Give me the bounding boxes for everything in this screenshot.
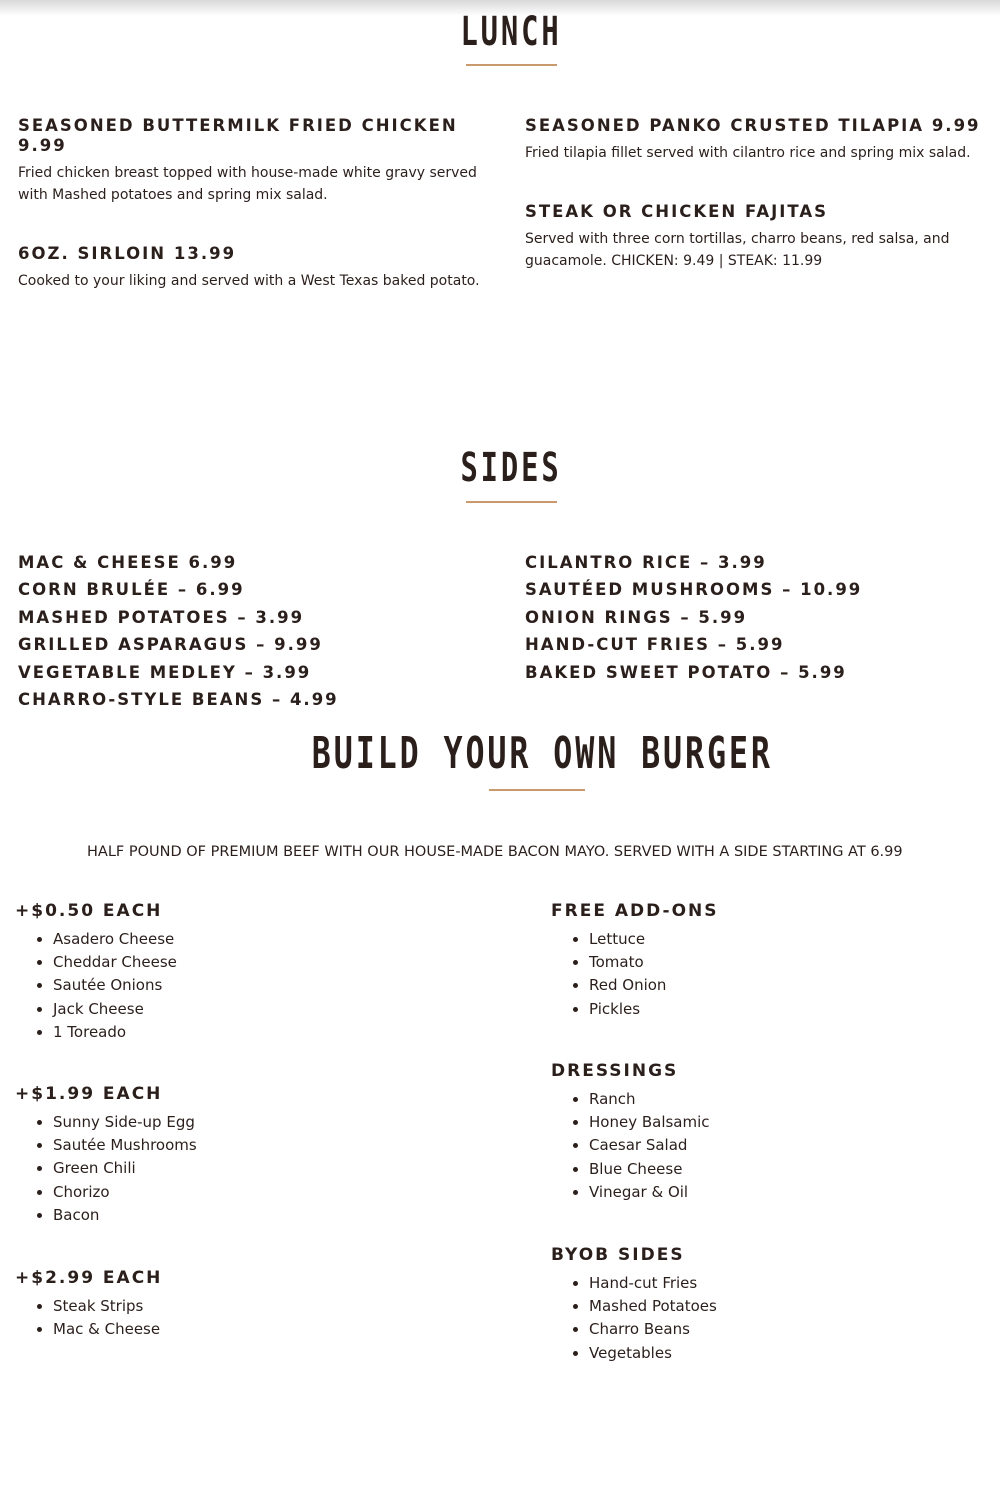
side-item: MASHED POTATOES – 3.99 [18,607,305,627]
group-list [551,1272,717,1365]
item-description: Served with three corn tortillas, charro beans, red salsa, and guacamole. CHICKEN: 9.49 | STEAK: 11.99 [525,231,950,269]
list-item: Lettuce [573,928,719,951]
addon-group-050 [15,900,177,1044]
burger-title-rule [489,789,585,791]
side-item: CILANTRO RICE – 3.99 [525,553,767,572]
byob-sides-group [551,1244,717,1365]
group-heading: FREE ADD-ONS [551,901,719,921]
list-item: Asadero Cheese [37,928,177,951]
lunch-item-fried-chicken [18,116,488,206]
list-item: Pickles [573,998,719,1021]
sides-list-left [18,549,339,713]
side-item: SAUTÉED MUSHROOMS – 10.99 [525,580,863,600]
list-item: Chorizo [37,1181,197,1204]
list-item: Mashed Potatoes [573,1295,717,1318]
side-item: HAND-CUT FRIES – 5.99 [525,635,785,655]
item-description: Cooked to your liking and served with a West Texas baked potato. [18,273,480,289]
list-item: Vegetables [573,1342,717,1365]
item-description: Fried tilapia fillet served with cilantro rice and spring mix salad. [525,145,971,161]
list-item: Caesar Salad [573,1134,710,1157]
list-item: Sautée Mushrooms [37,1134,197,1157]
group-heading: +$0.50 EACH [15,901,163,921]
group-list [15,1111,197,1227]
group-heading: BYOB SIDES [551,1245,685,1265]
lunch-item-tilapia [525,116,995,164]
list-item: Green Chili [37,1157,197,1180]
list-item: Hand-cut Fries [573,1272,717,1295]
side-item: CORN BRULÉE – 6.99 [18,580,245,600]
sides-list-right [525,549,862,686]
item-name: SEASONED BUTTERMILK FRIED CHICKEN 9.99 [18,116,458,155]
item-description: Fried chicken breast topped with house-made white gravy served with Mashed potatoes and spring mix salad. [18,165,477,203]
list-item: Vinegar & Oil [573,1181,710,1204]
sides-title-rule [466,501,557,503]
group-heading: +$2.99 EACH [15,1268,163,1288]
group-list [551,928,719,1021]
lunch-title: LUNCH [460,9,562,55]
sides-title: SIDES [460,445,562,491]
list-item: Mac & Cheese [37,1318,162,1341]
lunch-item-sirloin [18,244,508,292]
list-item: Blue Cheese [573,1158,710,1181]
group-list [15,1295,162,1341]
group-heading: +$1.99 EACH [15,1084,163,1104]
group-list [551,1088,710,1204]
list-item: Sautée Onions [37,974,177,997]
list-item: 1 Toreado [37,1021,177,1044]
list-item: Tomato [573,951,719,974]
list-item: Honey Balsamic [573,1111,710,1134]
list-item: Bacon [37,1204,197,1227]
addon-group-199 [15,1083,197,1227]
group-heading: DRESSINGS [551,1061,679,1081]
list-item: Steak Strips [37,1295,162,1318]
item-name: STEAK OR CHICKEN FAJITAS [525,202,829,221]
side-item: VEGETABLE MEDLEY – 3.99 [18,662,312,682]
free-addons-group [551,900,719,1021]
list-item: Charro Beans [573,1318,717,1341]
list-item: Cheddar Cheese [37,951,177,974]
dressings-group [551,1060,710,1204]
addon-group-299 [15,1267,162,1341]
item-name: SEASONED PANKO CRUSTED TILAPIA 9.99 [525,116,981,135]
list-item: Ranch [573,1088,710,1111]
side-item: ONION RINGS – 5.99 [525,607,748,627]
lunch-item-fajitas [525,202,975,272]
side-item: CHARRO-STYLE BEANS – 4.99 [18,690,339,710]
side-item: GRILLED ASPARAGUS – 9.99 [18,635,323,655]
item-name: 6OZ. SIRLOIN 13.99 [18,244,237,263]
side-item: BAKED SWEET POTATO – 5.99 [525,662,847,682]
list-item: Jack Cheese [37,998,177,1021]
group-list [15,928,177,1044]
lunch-title-rule [466,64,557,66]
list-item: Sunny Side-up Egg [37,1111,197,1134]
side-item: MAC & CHEESE 6.99 [18,553,238,572]
burger-title: BUILD YOUR OWN BURGER [311,728,773,779]
burger-intro: HALF POUND OF PREMIUM BEEF WITH OUR HOUSE-MADE BACON MAYO. SERVED WITH A SIDE STARTING AT 6.99 [87,844,903,860]
list-item: Red Onion [573,974,719,997]
